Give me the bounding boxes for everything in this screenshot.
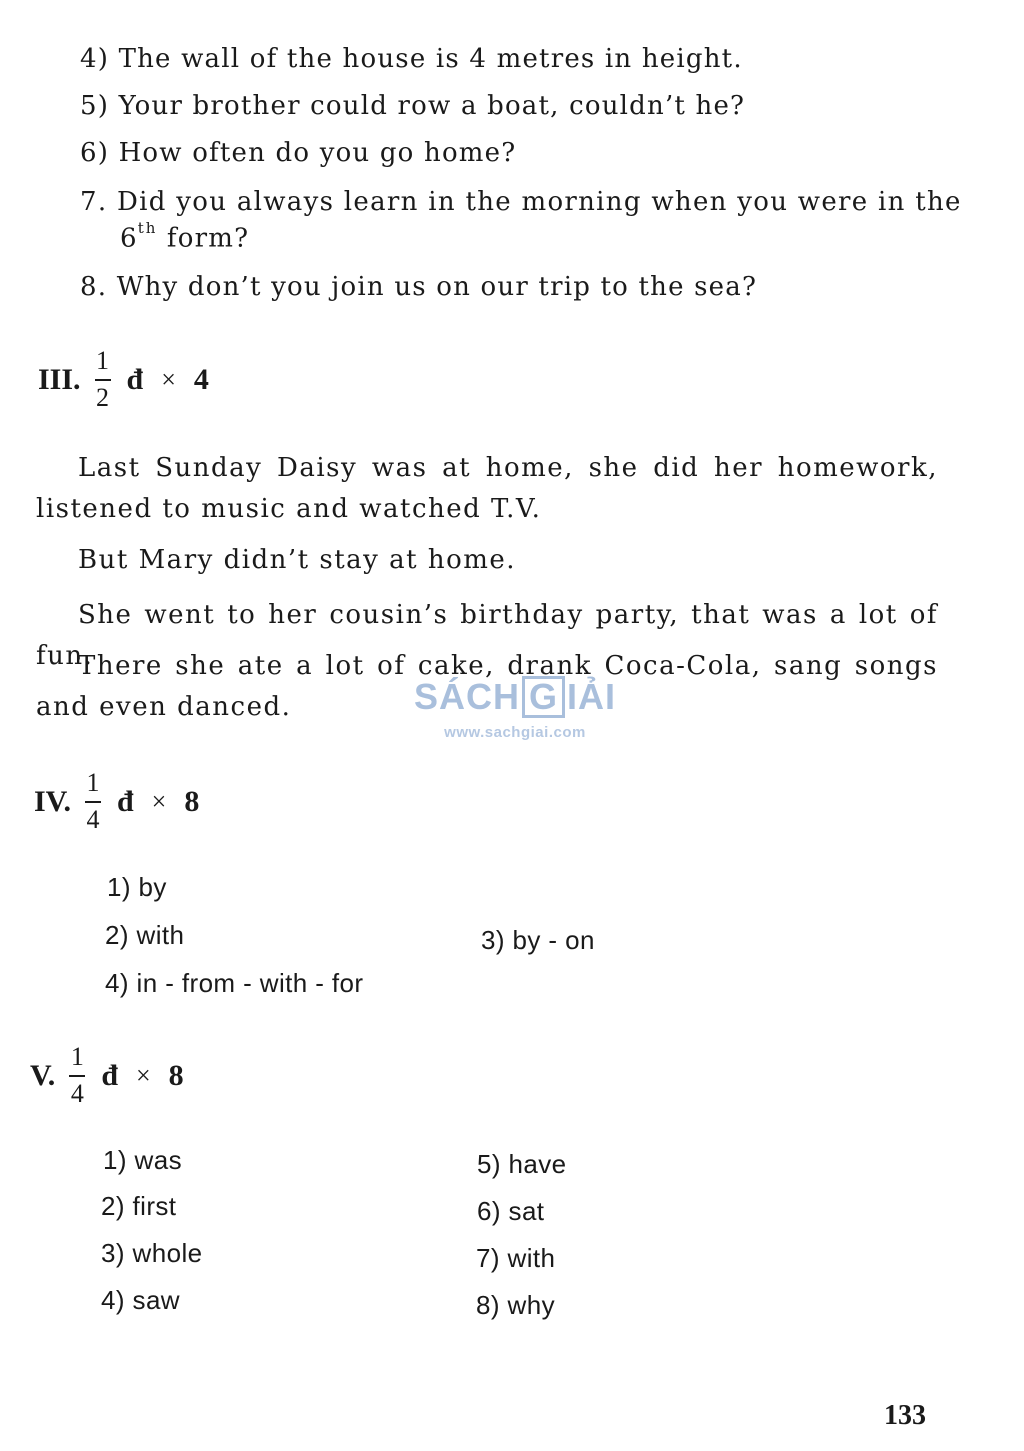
answer-iv-4: 4) in - from - with - for	[105, 968, 364, 998]
answer-line-7-continuation: 6th form?	[120, 219, 250, 254]
paragraph-4: There she ate a lot of cake, drank Coca-Cola, sang songs and even danced.	[36, 651, 938, 722]
answer-line-4: 4) The wall of the house is 4 metres in height.	[80, 44, 743, 74]
answer-v-1: 1) was	[103, 1145, 182, 1175]
watermark-logo: SÁCH G IẢI	[413, 676, 617, 717]
section-heading-iii: III. $\frac{1}{2}$ đ × 4	[38, 346, 209, 412]
answer-v-5: 5) have	[477, 1149, 567, 1179]
answer-v-4: 4) saw	[101, 1285, 180, 1315]
page-number: 133	[884, 1400, 926, 1431]
answer-line-7: 7. Did you always learn in the morning when you were in the	[80, 187, 962, 217]
answer-iv-3: 3) by - on	[481, 925, 595, 955]
watermark	[410, 676, 620, 741]
answer-iv-2: 2) with	[105, 920, 185, 950]
answer-line-5: 5) Your brother could row a boat, couldn’t he?	[80, 91, 746, 121]
paragraph-1: Last Sunday Daisy was at home, she did her homework, listened to music and watched T.V.	[36, 453, 938, 524]
paragraph-3: She went to her cousin’s birthday party, that was a lot of fun.	[36, 600, 938, 671]
paragraph-2: But Mary didn’t stay at home.	[78, 545, 517, 575]
score-fraction: $\frac{1}{4}$	[86, 768, 100, 834]
answer-v-2: 2) first	[101, 1191, 177, 1221]
score-fraction: $\frac{1}{4}$	[70, 1042, 84, 1108]
watermark-url: www.sachgiai.com	[444, 724, 586, 741]
answer-line-6: 6) How often do you go home?	[80, 138, 517, 168]
score-fraction: $\frac{1}{2}$	[96, 346, 110, 412]
answer-iv-1: 1) by	[107, 872, 167, 902]
answer-line-8: 8. Why don’t you join us on our trip to the sea?	[80, 272, 758, 302]
answer-v-6: 6) sat	[477, 1196, 545, 1226]
section-heading-iv: IV. $\frac{1}{4}$ đ × 8	[34, 768, 200, 834]
answer-v-3: 3) whole	[101, 1238, 203, 1268]
answer-v-8: 8) why	[476, 1290, 555, 1320]
answer-v-7: 7) with	[476, 1243, 556, 1273]
section-heading-v: V. $\frac{1}{4}$ đ × 8	[30, 1042, 184, 1108]
